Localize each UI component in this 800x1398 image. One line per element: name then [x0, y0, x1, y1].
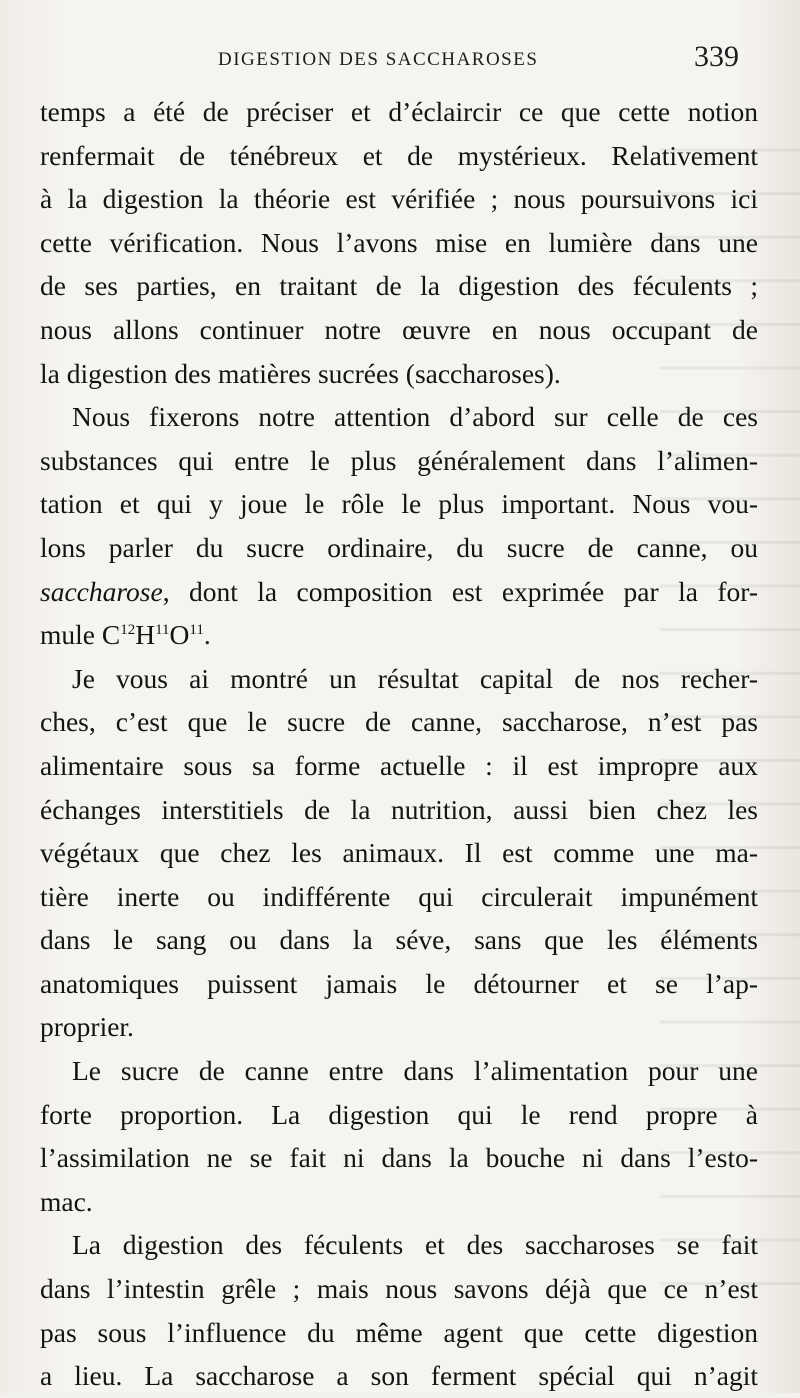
- text-line: La digestion des féculents et des saccharoses se fait: [72, 1229, 758, 1261]
- text-run: H: [135, 619, 156, 651]
- text-line: la digestion des matières sucrées (saccharoses).: [40, 357, 561, 389]
- text-line: tation et qui y joue le rôle le plus important. Nous vou-: [40, 488, 758, 520]
- text-run: , dont la composition est exprimée par la for-: [162, 575, 758, 607]
- subscript-count: 12: [120, 622, 136, 639]
- page-number: 339: [694, 40, 739, 73]
- text-line: lons parler du sucre ordinaire, du sucre de canne, ou: [40, 531, 758, 563]
- text-line: forte proportion. La digestion qui le rend propre à: [40, 1098, 758, 1130]
- text-line: à la digestion la théorie est vérifiée ; nous poursuivons ici: [40, 183, 758, 215]
- text-line: temps a été de préciser et d’éclaircir ce que cette notion: [40, 96, 758, 127]
- text-line: a lieu. La saccharose a son ferment spécial qui n’agit: [40, 1360, 758, 1392]
- text-line: anatomiques puissent jamais le détourner et se l’ap-: [40, 967, 758, 999]
- body-text: [40, 90, 758, 1398]
- text-line: Je vous ai montré un résultat capital de nos recher-: [72, 662, 758, 694]
- italic-term: saccharose: [40, 575, 163, 607]
- text-line: végétaux que chez les animaux. Il est comme une ma-: [40, 837, 758, 869]
- text-line: alimentaire sous sa forme actuelle : il est impropre aux: [40, 749, 758, 781]
- text-line: renfermait de ténébreux et de mystérieux. Relativement: [40, 139, 758, 171]
- text-line: l’assimilation ne se fait ni dans la bouche ni dans l’esto-: [40, 1142, 758, 1174]
- formula-line: [40, 613, 758, 657]
- text-run: .: [203, 619, 211, 651]
- text-line: substances qui entre le plus généralement dans l’alimen-: [40, 444, 758, 476]
- subscript-count: 11: [155, 622, 170, 639]
- text-line: dans le sang ou dans la séve, sans que les éléments: [40, 924, 758, 956]
- page-header: [0, 40, 800, 84]
- subscript-count: 11: [189, 622, 204, 639]
- text-line: ches, c’est que le sucre de canne, saccharose, n’est pas: [40, 706, 758, 738]
- text-line: nous allons continuer notre œuvre en nous occupant de: [40, 313, 758, 345]
- text-line: échanges interstitiels de la nutrition, aussi bien chez les: [40, 793, 758, 825]
- text-run: mule C: [40, 619, 121, 651]
- text-line: cette vérification. Nous l’avons mise en lumière dans une: [40, 226, 758, 258]
- text-line: de ses parties, en traitant de la digestion des féculents ;: [40, 270, 758, 302]
- running-title: DIGESTION DES SACCHAROSES: [218, 49, 539, 70]
- text-line: Nous fixerons notre attention d’abord sur celle de ces: [72, 401, 758, 433]
- text-run: O: [169, 619, 190, 651]
- text-line: mac.: [40, 1185, 93, 1217]
- text-line: pas sous l’influence du même agent que cette digestion: [40, 1316, 758, 1348]
- text-line: tière inerte ou indifférente qui circulerait impunément: [40, 880, 758, 912]
- text-line: dans l’intestin grêle ; mais nous savons déjà que ce n’est: [40, 1273, 758, 1305]
- text-line: Le sucre de canne entre dans l’alimentation pour une: [72, 1055, 758, 1087]
- text-line: proprier.: [40, 1011, 134, 1043]
- text-line: [40, 570, 758, 614]
